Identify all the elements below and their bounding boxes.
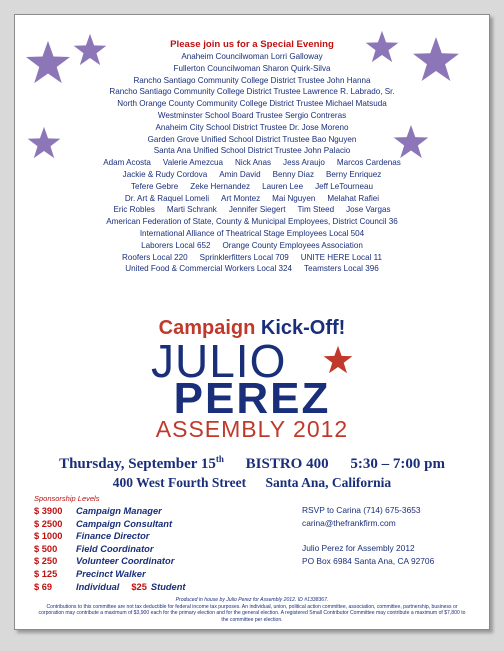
event-date: [59, 456, 224, 472]
host-name: Zeke Hernandez: [190, 181, 251, 191]
host-name: Garden Grove Unified School District Trustee Bao Nguyen: [147, 134, 357, 144]
host-name: UNITE HERE Local 11: [300, 252, 383, 262]
host-name: American Federation of State, County & Municipal Employees, District Council 36: [106, 217, 398, 227]
host-line: [15, 98, 489, 110]
host-line: [15, 216, 489, 228]
sponsorship-level: [34, 555, 186, 568]
host-line: [15, 145, 489, 157]
sponsorship-amount: $ 3900: [34, 506, 63, 516]
host-name: Jeff LeTourneau: [315, 181, 373, 191]
host-name: Valerie Amezcua: [162, 158, 224, 168]
sponsorship-amount: $ 1000: [34, 531, 63, 542]
host-name: Mai Nguyen: [272, 193, 316, 203]
student-label: Student: [150, 581, 186, 592]
host-line: [15, 134, 489, 146]
host-name: Jose Vargas: [346, 205, 391, 215]
host-line: [15, 122, 489, 134]
host-name: North Orange County Community College District Trustee Michael Matsuda: [117, 99, 387, 109]
sponsorship-amount: $ 250: [34, 556, 58, 567]
host-name: Anaheim City School District Trustee Dr. Jose Moreno: [155, 122, 349, 132]
host-name: Lauren Lee: [262, 181, 304, 191]
host-line: [15, 228, 489, 240]
event-details: [15, 454, 489, 473]
event-venue: BISTRO 400: [245, 456, 329, 472]
committee-name: Julio Perez for Assembly 2012: [302, 543, 415, 553]
event-city: Santa Ana, California: [265, 475, 392, 490]
host-line: [15, 86, 489, 98]
sponsorship-level: [34, 568, 186, 581]
legal-disclaimer: [35, 597, 469, 623]
sponsorship-label: Volunteer Coordinator: [76, 556, 175, 567]
host-line: [15, 63, 489, 75]
host-committee-list: [15, 51, 489, 275]
invitation-heading: Please join us for a Special Evening: [170, 39, 334, 50]
host-name: Berny Enriquez: [326, 169, 382, 179]
host-line: [15, 252, 489, 264]
sponsorship-level: [34, 530, 186, 543]
event-time: 5:30 – 7:00 pm: [350, 456, 445, 472]
host-name: Sprinklerfitters Local 709: [199, 252, 289, 262]
host-line: [15, 51, 489, 63]
host-name: Anaheim Councilwoman Lorri Galloway: [181, 52, 323, 61]
host-name: Fullerton Councilwoman Sharon Quirk-Silva: [173, 63, 331, 73]
candidate-first-name: JULIO: [151, 335, 287, 387]
host-name: Tefere Gebre: [131, 181, 179, 191]
host-name: Tim Steed: [297, 205, 335, 215]
sponsorship-label: Individual: [76, 581, 120, 592]
event-date-suffix: th: [215, 454, 224, 464]
sponsorship-level: [34, 543, 186, 556]
sponsorship-amount: $ 2500: [34, 518, 63, 529]
host-name: Benny Diaz: [272, 169, 314, 179]
host-line: [15, 110, 489, 122]
event-address: [15, 475, 489, 491]
host-name: Laborers Local 652: [141, 240, 211, 250]
host-name: Jackie & Rudy Cordova: [122, 169, 208, 179]
sponsorship-label: Campaign Consultant: [76, 518, 173, 529]
committee-address: PO Box 6984 Santa Ana, CA 92706: [302, 556, 435, 566]
sponsorship-level: [34, 518, 186, 531]
contribution-disclaimer: Contributions to this committee are not tax deductible for federal income tax purposes. An individual, union, political action committee, association, committee, partnership, business or corporation may contribute a maximum of $3,900 each for the primary election and for the general election. A registered Small Contributor Committee may contribute a maximum of $7,800 to the committee per election.: [38, 603, 466, 623]
host-name: Adam Acosta: [103, 158, 151, 168]
kickoff-word-kickoff: Kick-Off!: [260, 317, 346, 339]
sponsorship-amount: $ 125: [34, 568, 58, 579]
host-line: [15, 181, 489, 193]
host-name: Dr. Art & Raquel Lomeli: [124, 193, 210, 203]
host-name: Roofers Local 220: [121, 252, 188, 262]
host-name: Marcos Cardenas: [336, 158, 401, 168]
host-line: [15, 263, 489, 275]
host-line: [15, 240, 489, 252]
produced-by-line: Produced in house by Julio Perez for Assembly 2012. ID #1338367.: [175, 597, 329, 603]
event-street: 400 West Fourth Street: [112, 475, 247, 490]
candidate-last-name: PEREZ: [173, 374, 331, 423]
sponsorship-label: Finance Director: [76, 531, 150, 542]
host-line: [15, 157, 489, 169]
host-name: International Alliance of Theatrical Stage Employees Local 504: [139, 228, 365, 238]
host-name: Jennifer Siegert: [228, 205, 286, 215]
sponsorship-amount: $ 69: [34, 581, 53, 592]
sponsorship-label: Precinct Walker: [76, 568, 146, 579]
host-name: Jess Araujo: [283, 158, 325, 168]
host-name: Amin David: [219, 169, 261, 179]
sponsorship-level: [34, 581, 186, 594]
host-name: Teamsters Local 396: [304, 264, 379, 274]
student-amount: $25: [131, 581, 147, 592]
host-name: Eric Robles: [113, 205, 155, 215]
sponsorship-level: [34, 505, 186, 518]
host-name: Nick Anas: [235, 158, 272, 168]
sponsorship-label: Field Coordinator: [76, 543, 154, 554]
sponsorship-label: Campaign Manager: [76, 506, 162, 516]
flyer-page: [14, 14, 490, 630]
host-line: [15, 204, 489, 216]
host-name: Marti Schrank: [166, 205, 217, 215]
rsvp-line: RSVP to Carina (714) 675-3653: [302, 505, 421, 515]
host-name: United Food & Commercial Workers Local 324: [125, 264, 293, 274]
event-date-text: Thursday, September 15: [59, 456, 216, 472]
kickoff-word-campaign: Campaign: [158, 317, 256, 339]
host-line: [15, 75, 489, 87]
host-line: [15, 193, 489, 205]
sponsorship-title: Sponsorship Levels: [34, 494, 100, 503]
host-name: Santa Ana Unified School District Trustee John Palacio: [153, 146, 351, 156]
host-line: [15, 169, 489, 181]
sponsorship-amount: $ 500: [34, 543, 58, 554]
rsvp-email: carina@thefrankfirm.com: [302, 518, 396, 528]
host-name: Orange County Employees Association: [222, 240, 363, 250]
host-name: Rancho Santiago Community College District Trustee Lawrence R. Labrado, Sr.: [109, 87, 395, 97]
host-name: Rancho Santiago Community College District Trustee John Hanna: [133, 75, 371, 85]
office-title: ASSEMBLY 2012: [155, 416, 349, 442]
host-name: Melahat Rafiei: [327, 193, 380, 203]
sponsorship-levels: [34, 505, 186, 593]
host-name: Art Montez: [221, 193, 261, 203]
host-name: Westminster School Board Trustee Sergio Contreras: [157, 110, 347, 120]
